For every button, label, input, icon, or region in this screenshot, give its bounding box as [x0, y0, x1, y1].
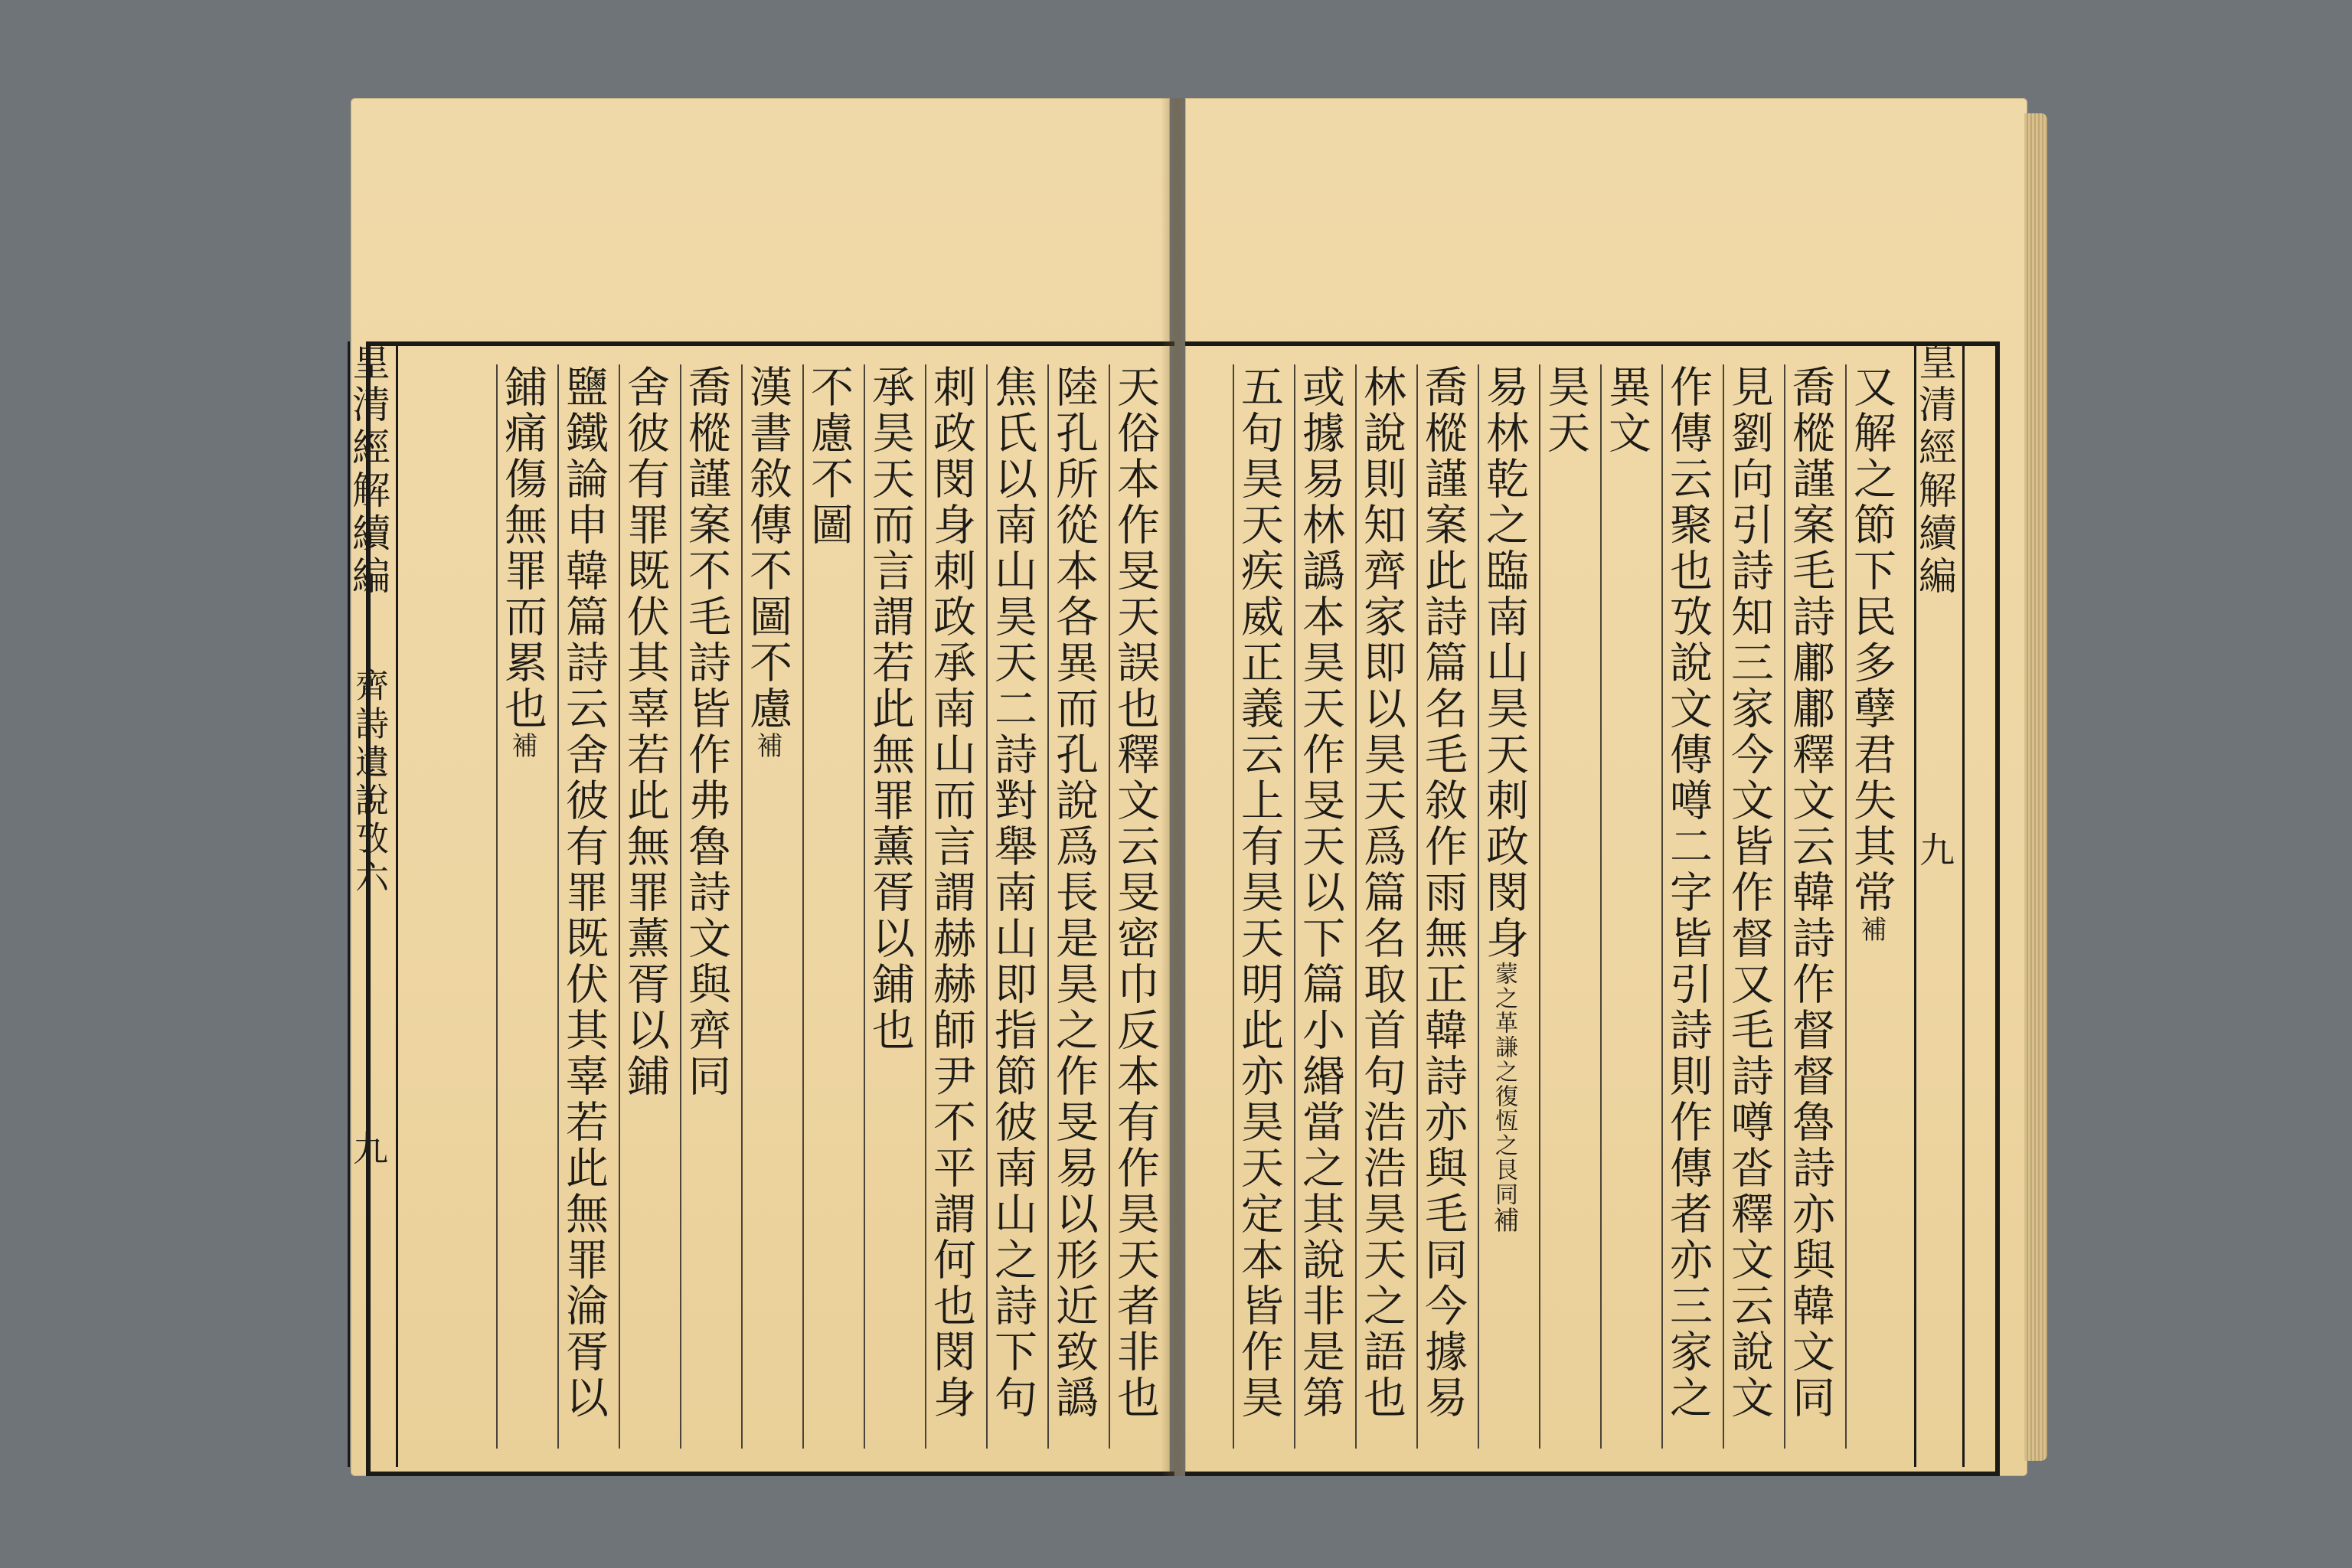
text-column: 焦氏以南山昊天二詩對舉南山即指節彼南山之詩下句	[986, 364, 1037, 1449]
variant-note: 恆之艮同	[1491, 1109, 1517, 1207]
text-column: 林說則知齊家即以昊天爲篇名取首句浩浩昊天之語也	[1355, 364, 1406, 1449]
text-column: 承昊天而言謂若此無罪薰胥以鋪也	[864, 364, 914, 1449]
text-column: 喬樅謹案毛詩鄘鄘釋文云韓詩作督督魯詩亦與韓文同	[1784, 364, 1834, 1449]
text-column: 舍彼有罪既伏其辜若此無罪薰胥以鋪	[619, 364, 669, 1449]
text-column: 見劉向引詩知三家今文皆作督又毛詩噂沓釋文云說文	[1723, 364, 1773, 1449]
supplement-note: 補	[507, 732, 537, 760]
left-spine-label	[348, 341, 398, 1467]
column-text: 鋪痛傷無罪而累也	[498, 364, 547, 732]
text-column: 喬樅謹案此詩篇名毛敘作雨無正韓詩亦與毛同今據易	[1416, 364, 1467, 1449]
spine-title: 皇清經解續編	[346, 341, 390, 599]
spine-section: 齊詩遺說攷六	[349, 668, 388, 897]
text-column	[496, 364, 547, 1449]
variant-note: 蒙之革謙之復	[1491, 962, 1517, 1109]
text-column: 五句昊天疾威正義云上有昊天明此亦昊天定本皆作昊	[1233, 364, 1283, 1449]
text-column	[1478, 364, 1528, 1449]
right-text-frame	[1185, 341, 2000, 1476]
supplement-note: 補	[1856, 916, 1886, 943]
text-column: 陸孔所從本各異而孔說爲長是昊之作旻易以形近致譌	[1047, 364, 1098, 1449]
text-column: 鹽鐵論申韓篇詩云舍彼有罪既伏其辜若此無罪淪胥以	[557, 364, 608, 1449]
folio-number: 九	[1914, 831, 1955, 871]
supplement-note: 補	[752, 732, 782, 760]
page-edges	[2024, 113, 2047, 1461]
column-text: 又解之節下民多孽君失其常	[1847, 364, 1896, 916]
text-column: 刺政閔身刺政承南山而言謂赫赫師尹不平謂何也閔身	[925, 364, 975, 1449]
right-spine-label	[1914, 341, 1965, 1467]
supplement-note: 補	[1488, 1207, 1519, 1234]
left-page	[346, 98, 1170, 1476]
text-column: 或據易林譌本昊天作旻天以下篇小緡當之其說非是第	[1294, 364, 1344, 1449]
text-column: 異文	[1600, 364, 1651, 1449]
column-text: 易林乾之臨南山昊天刺政閔身	[1479, 364, 1529, 962]
folio-number: 九	[348, 1130, 389, 1170]
spine-title: 皇清經解續編	[1913, 341, 1957, 599]
text-column: 不慮不圖	[802, 364, 853, 1449]
text-column: 昊天	[1539, 364, 1589, 1449]
text-column: 喬樅謹案不毛詩皆作弗魯詩文與齊同	[680, 364, 730, 1449]
text-column: 作傳云聚也攷說文傳噂二字皆引詩則作傳者亦三家之	[1661, 364, 1712, 1449]
column-text: 漢書敘傳不圖不慮	[743, 364, 792, 732]
text-column	[1845, 364, 1896, 1449]
open-book	[346, 98, 2027, 1476]
text-column: 天俗本作旻天誤也釋文云旻密巾反本有作昊天者非也	[1109, 364, 1159, 1449]
text-column	[741, 364, 792, 1449]
left-text-frame	[366, 341, 1174, 1476]
